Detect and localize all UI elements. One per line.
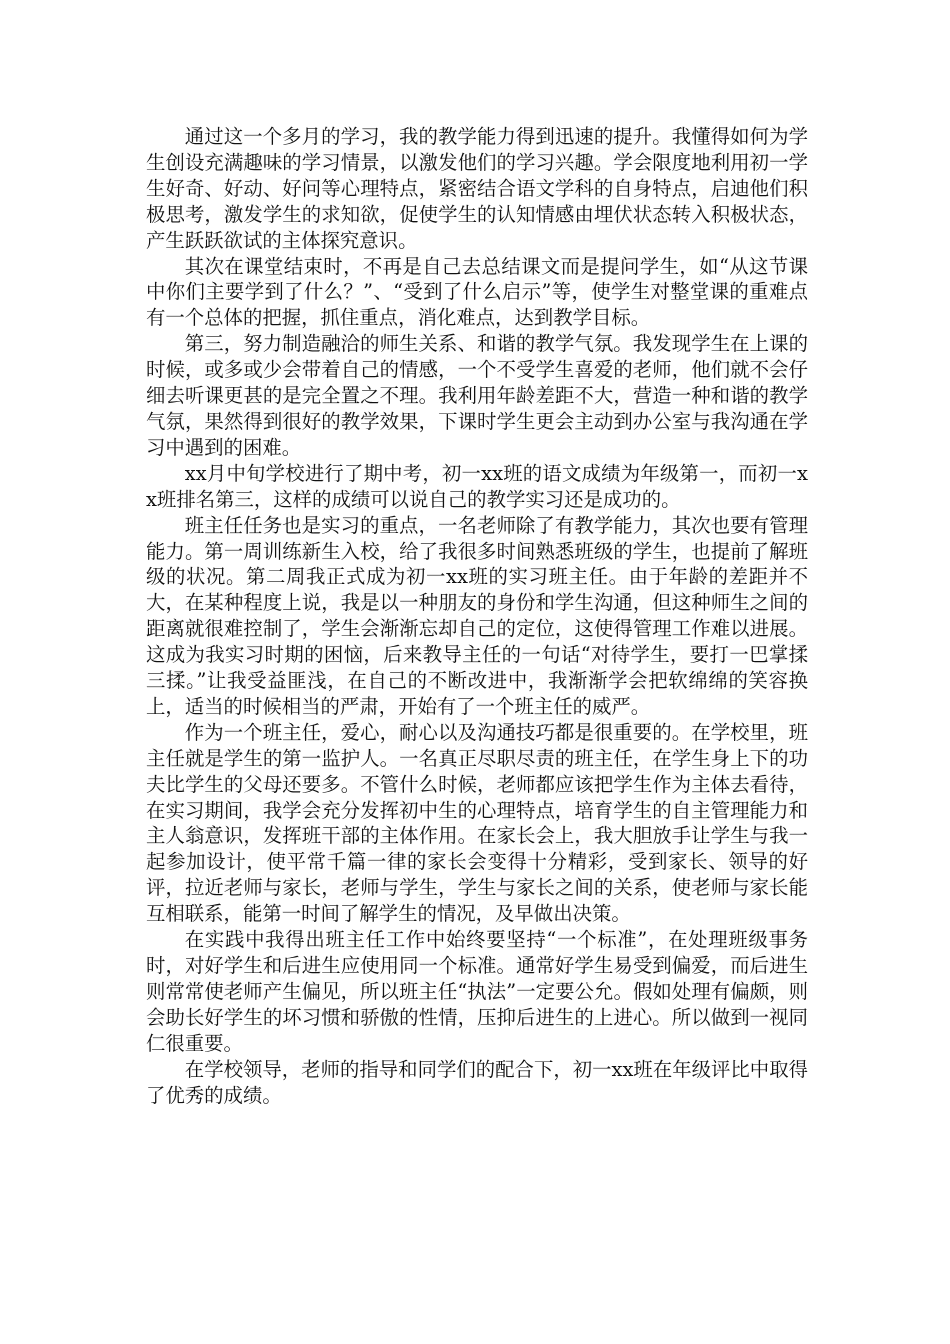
- paragraph-2: 其次在课堂结束时，不再是自己去总结课文而是提问学生，如“从这节课中你们主要学到了什么？”、“受到了什么启示”等，使学生对整堂课的重难点有一个总体的把握，抓住重点，消化难点，达到教学目标。: [146, 254, 808, 330]
- paragraph-3: 第三，努力制造融洽的师生关系、和谐的教学气氛。我发现学生在上课的时候，或多或少会带着自己的情感，一个不受学生喜爱的老师，他们就不会仔细去听课更甚的是完全置之不理。我利用年龄差距不大，营造一种和谐的教学气氛，果然得到很好的教学效果，下课时学生更会主动到办公室与我沟通在学习中遇到的困难。: [146, 332, 808, 459]
- paragraph-7: 在实践中我得出班主任工作中始终要坚持“一个标准”，在处理班级事务时，对好学生和后进生应使用同一个标准。通常好学生易受到偏爱，而后进生则常常使老师产生偏见，所以班主任“执法”一定要公允。假如处理有偏颇，则会助长好学生的坏习惯和骄傲的性情，压抑后进生的上进心。所以做到一视同仁很重要。: [146, 928, 808, 1055]
- document-body: [146, 124, 808, 1108]
- paragraph-8: 在学校领导，老师的指导和同学们的配合下，初一xx班在年级评比中取得了优秀的成绩。: [146, 1057, 808, 1107]
- paragraph-6: 作为一个班主任，爱心，耐心以及沟通技巧都是很重要的。在学校里，班主任就是学生的第一监护人。一名真正尽职尽责的班主任，在学生身上下的功夫比学生的父母还要多。不管什么时候，老师都应该把学生作为主体去看待，在实习期间，我学会充分发挥初中生的心理特点，培育学生的自主管理能力和主人翁意识，发挥班干部的主体作用。在家长会上，我大胆放手让学生与我一起参加设计，使平常千篇一律的家长会变得十分精彩，受到家长、领导的好评，拉近老师与家长，老师与学生，学生与家长之间的关系，使老师与家长能互相联系，能第一时间了解学生的情况，及早做出决策。: [146, 720, 808, 926]
- paragraph-5: 班主任任务也是实习的重点，一名老师除了有教学能力，其次也要有管理能力。第一周训练新生入校，给了我很多时间熟悉班级的学生，也提前了解班级的状况。第二周我正式成为初一xx班的实习班主任。由于年龄的差距并不大，在某种程度上说，我是以一种朋友的身份和学生沟通，但这种师生之间的距离就很难控制了，学生会渐渐忘却自己的定位，这使得管理工作难以进展。这成为我实习时期的困恼，后来教导主任的一句话“对待学生，要打一巴掌揉三揉。”让我受益匪浅，在自己的不断改进中，我渐渐学会把软绵绵的笑容换上，适当的时候相当的严肃，开始有了一个班主任的威严。: [146, 513, 808, 718]
- paragraph-1: 通过这一个多月的学习，我的教学能力得到迅速的提升。我懂得如何为学生创设充满趣味的学习情景，以激发他们的学习兴趣。学会限度地利用初一学生好奇、好动、好问等心理特点，紧密结合语文学科的自身特点，启迪他们积极思考，激发学生的求知欲，促使学生的认知情感由埋伏状态转入积极状态，产生跃跃欲试的主体探究意识。: [146, 125, 808, 252]
- paragraph-4: xx月中旬学校进行了期中考，初一xx班的语文成绩为年级第一，而初一xx班排名第三，这样的成绩可以说自己的教学实习还是成功的。: [146, 461, 808, 511]
